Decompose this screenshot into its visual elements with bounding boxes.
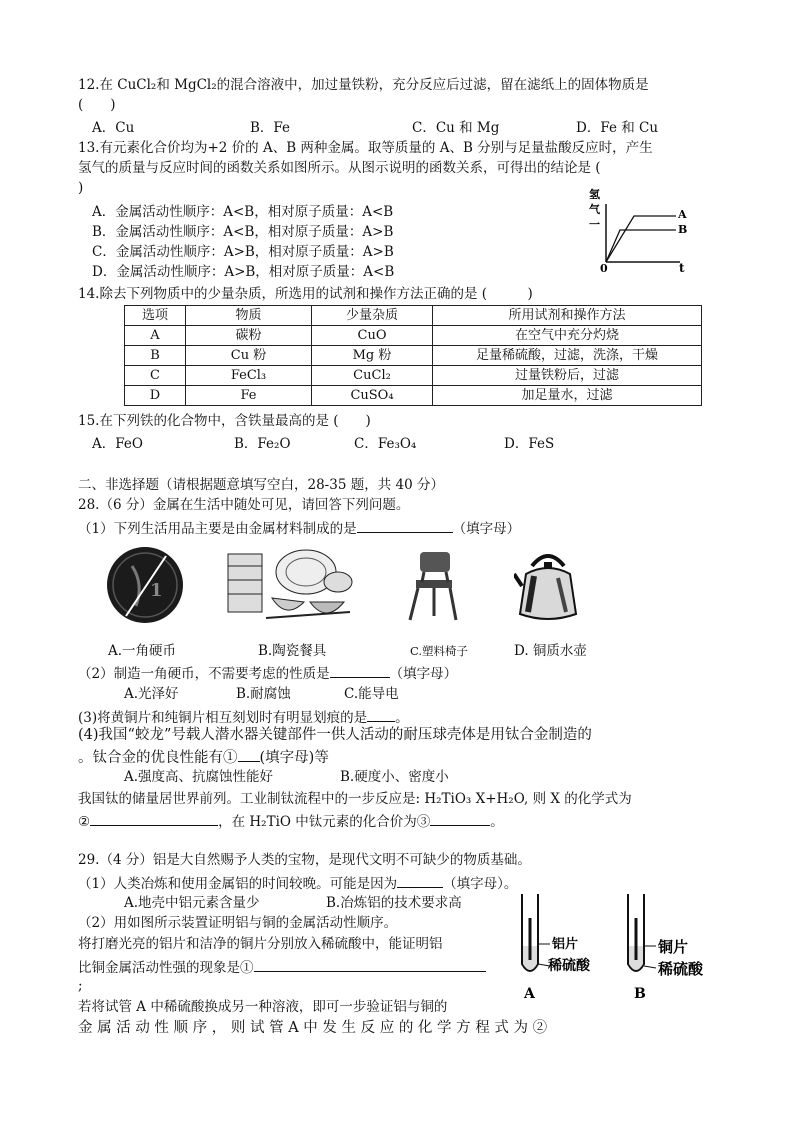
table-cell: 足量稀硫酸，过滤，洗涤，干燥 (433, 346, 702, 366)
ceramic-tableware-image (226, 546, 356, 626)
tube-a-label: A (524, 986, 535, 1002)
svg-text:1: 1 (150, 580, 163, 601)
tube-a-metal: 铝片 (552, 937, 579, 952)
table-cell: CuO (312, 326, 433, 346)
q29-p1-blank[interactable] (397, 873, 443, 888)
q28-p4-l4a: ② (78, 814, 91, 830)
q28-part1 (78, 518, 520, 538)
hydrogen-time-graph (580, 186, 700, 276)
table-cell: 碳粉 (186, 326, 312, 346)
q15-option-c: C．Fe₃O₄ (354, 436, 417, 452)
q15-option-b: B．Fe₂O (234, 436, 291, 452)
q28-p2-opt-c: C.能导电 (344, 686, 399, 702)
graph-ylabel-3: 一 (589, 218, 600, 231)
graph-ylabel-1: 氢 (589, 188, 600, 201)
table-cell: Cu 粉 (186, 346, 312, 366)
tube-b-acid: 稀硫酸 (658, 960, 704, 978)
q28-part2 (78, 663, 457, 683)
q12-option-a: A．Cu (92, 120, 135, 136)
q29-p2-l3-text: 比铜金属活动性强的现象是① (78, 960, 254, 976)
q28-p1-blank[interactable] (357, 518, 453, 533)
q29-p2-line5: 若将试管 A 中稀硫酸换成另一种溶液，即可一步验证铝与铜的 (78, 999, 448, 1015)
q28-p4-blank3[interactable] (430, 811, 490, 826)
q28-p3-end: 。 (395, 710, 409, 726)
table-header-row (125, 306, 702, 326)
q28-p4-blank2[interactable] (90, 811, 218, 826)
q14-table (124, 305, 702, 406)
tube-a-acid: 稀硫酸 (548, 958, 590, 974)
tube-a (522, 894, 591, 1002)
q15-option-a: A．FeO (92, 436, 143, 452)
q15-stem: 15.在下列铁的化合物中，含铁量最高的是 ( ) (78, 413, 371, 429)
graph-label-a: A (678, 208, 687, 221)
copper-kettle-image (514, 544, 584, 626)
q29-p1-text: （1）人类冶炼和使用金属铝的时间较晚。可能是因为 (78, 876, 398, 892)
table-row (125, 366, 702, 386)
q13-option-b: B．金属活动性顺序：A<B，相对原子质量：A>B (92, 224, 394, 240)
graph-ylabel-2: 气 (589, 203, 600, 216)
q28-p2-opt-a: A.光泽好 (124, 686, 179, 702)
q28-p4-line2 (78, 747, 329, 767)
graph-xlabel: t (679, 261, 685, 275)
q28-p4-blank1[interactable] (238, 747, 260, 762)
q12-option-c: C．Cu 和 Mg (412, 120, 500, 136)
q29-p1-opt-b: B.冶炼铝的技术要求高 (326, 895, 462, 911)
table-cell: 加足量水，过滤 (433, 386, 702, 406)
graph-origin: 0 (600, 262, 608, 275)
table-cell: 过量铁粉后，过滤 (433, 366, 702, 386)
q29-p2-blank1[interactable] (254, 957, 486, 972)
q28-p2-blank[interactable] (330, 663, 390, 678)
table-cell: D (125, 386, 186, 406)
coin-image (104, 544, 186, 626)
table-cell: Mg 粉 (312, 346, 433, 366)
q28-stem: 28.（6 分）金属在生活中随处可见，请回答下列问题。 (78, 497, 410, 513)
q29-stem: 29.（4 分）铝是大自然赐予人类的宝物，是现代文明不可缺少的物质基础。 (78, 852, 531, 868)
table-cell: CuSO₄ (312, 386, 433, 406)
q13-line3: ) (78, 180, 84, 196)
table-cell: FeCl₃ (186, 366, 312, 386)
test-tubes-diagram (512, 888, 732, 1008)
q28-p2-end: （填字母） (389, 666, 458, 682)
q29-p2-line2: 将打磨光亮的铝片和洁净的铜片分别放入稀硫酸中，能证明铝 (78, 936, 443, 952)
table-header: 所用试剂和操作方法 (433, 306, 702, 326)
q28-p3-blank[interactable] (367, 707, 395, 722)
table-cell: Fe (186, 386, 312, 406)
table-cell: C (125, 366, 186, 386)
q29-p2-line3 (78, 957, 486, 977)
q28-p2-opt-b: B.耐腐蚀 (236, 686, 291, 702)
q15-option-d: D．FeS (504, 436, 555, 452)
q14-stem: 14.除去下列物质中的少量杂质，所选用的试剂和操作方法正确的是 ( ) (78, 286, 533, 302)
q28-p1-text: （1）下列生活用品主要是由金属材料制成的是 (78, 521, 357, 537)
q28-p4-l4b: ，在 H₂TiO 中钛元素的化合价为③ (218, 814, 431, 830)
q13-option-c: C．金属活动性顺序：A>B，相对原子质量：A>B (92, 244, 394, 260)
q28-p3-text: (3)将黄铜片和纯铜片相互刻划时有明显划痕的是 (78, 710, 368, 726)
q28-p4-line3: 我国钛的储量居世界前列。工业制钛流程中的一步反应是: H₂TiO₃ X+H₂O, 则 X 的化学式为 (78, 791, 632, 807)
tube-b-label: B (634, 986, 646, 1002)
q28-p4-line1: (4)我国“蛟龙”号载人潜水器关键部件一供人活动的耐压球壳体是用钛合金制造的 (78, 727, 592, 743)
table-row (125, 386, 702, 406)
q13-option-d: D．金属活动性顺序：A>B，相对原子质量：A<B (92, 264, 395, 280)
q12-option-b: B．Fe (250, 120, 291, 136)
q29-p1-end: （填字母）。 (443, 876, 518, 892)
q28-p2-text: （2）制造一角硬币，不需要考虑的性质是 (78, 666, 330, 682)
caption-a: A.一角硬币 (108, 643, 177, 659)
q28-p4-l2a: 。钛合金的优良性能有① (78, 750, 238, 766)
q29-part1 (78, 873, 517, 893)
q29-p2-line4: ; (78, 978, 83, 994)
q28-p4-opt-a: A.强度高、抗腐蚀性能好 (124, 769, 274, 785)
q28-p4-l4c: 。 (490, 814, 504, 830)
table-row (125, 346, 702, 366)
table-header: 少量杂质 (312, 306, 433, 326)
q12-paren: ( ) (78, 97, 116, 113)
table-cell: A (125, 326, 186, 346)
q12-stem: 12.在 CuCl₂和 MgCl₂的混合溶液中，加过量铁粉，充分反应后过滤，留在滤纸上的固体物质是 (78, 77, 649, 93)
q28-part3 (78, 707, 409, 727)
q29-p2: （2）用如图所示装置证明铝与铜的金属活动性顺序。 (78, 915, 398, 931)
table-cell: 在空气中充分灼烧 (433, 326, 702, 346)
q28-p4-l2b: (填字母)等 (259, 750, 329, 766)
q28-p1-end: （填字母） (452, 521, 521, 537)
q13-line2: 氢气的质量与反应时间的函数关系如图所示。从图示说明的函数关系，可得出的结论是 ( (78, 160, 601, 176)
table-row (125, 326, 702, 346)
q13-line1: 13.有元素化合价均为+2 价的 A、B 两种金属。取等质量的 A、B 分别与足量盐酸反应时，产生 (78, 140, 653, 156)
tube-b-metal: 铜片 (658, 938, 689, 956)
table-cell: CuCl₂ (312, 366, 433, 386)
table-header: 选项 (125, 306, 186, 326)
table-header: 物质 (186, 306, 312, 326)
q28-p4-opt-b: B.硬度小、密度小 (340, 769, 449, 785)
caption-c: C.塑料椅子 (410, 644, 469, 658)
q13-option-a: A．金属活动性顺序：A<B，相对原子质量：A<B (92, 204, 394, 220)
q29-p2-line6: 金 属 活 动 性 顺 序 ， 则 试 管 A 中 发 生 反 应 的 化 学 方 程 式 为 ② (78, 1020, 548, 1036)
graph-label-b: B (678, 223, 688, 236)
caption-d: D. 铜质水壶 (514, 643, 587, 659)
plastic-chair-image (398, 546, 466, 626)
q12-option-d: D．Fe 和 Cu (576, 120, 659, 136)
table-cell: B (125, 346, 186, 366)
tube-b (628, 894, 704, 1002)
section2-title: 二、非选择题（请根据题意填写空白，28-35 题，共 40 分） (78, 477, 444, 493)
q28-p4-line4 (78, 811, 504, 831)
q29-p1-opt-a: A.地壳中铝元素含量少 (124, 895, 260, 911)
caption-b: B.陶瓷餐具 (258, 643, 327, 659)
